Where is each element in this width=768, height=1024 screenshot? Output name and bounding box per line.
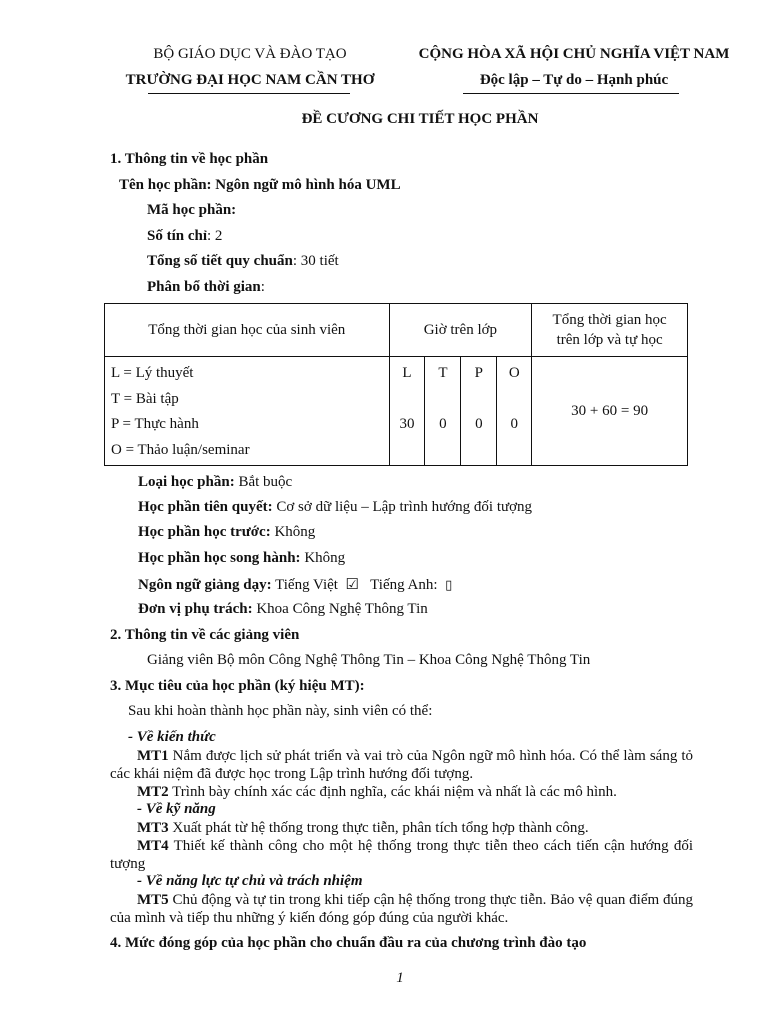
ministry-name: BỘ GIÁO DỤC VÀ ĐÀO TẠO bbox=[153, 46, 347, 62]
objective-code: MT4 bbox=[137, 838, 169, 854]
school-underline bbox=[148, 93, 350, 94]
page-number: 1 bbox=[396, 970, 404, 986]
objective-text: Thiết kế thành công cho một hệ thống trong thực tiễn theo cách tiến cận hướng đối tượng bbox=[110, 838, 693, 872]
objective-mt5 bbox=[110, 891, 693, 927]
parallel-course-row bbox=[138, 550, 345, 567]
document-title: ĐỀ CƯƠNG CHI TIẾT HỌC PHẦN bbox=[301, 111, 539, 127]
objective-text: Chủ động và tự tin trong khi tiếp cận hệ thống trong thực tiễn. Bảo vệ quan điểm đúng của mình và tiếp thu những ý kiến đóng góp đúng của người khác. bbox=[110, 892, 693, 926]
col-hours: 30 bbox=[399, 416, 415, 432]
objective-text: Xuất phát từ hệ thống trong thực tiễn, phân tích tổng hợp thành công. bbox=[168, 820, 589, 836]
department-row bbox=[138, 601, 428, 618]
country-name: CỘNG HÒA XÃ HỘI CHỦ NGHĨA VIỆT NAM bbox=[418, 46, 730, 62]
col-o bbox=[497, 357, 532, 466]
allocation-colon: : bbox=[260, 279, 265, 295]
header-student-time: Tổng thời gian học của sinh viên bbox=[105, 304, 390, 357]
prerequisite-label: Học phần tiên quyết: bbox=[138, 499, 273, 515]
credits-value: : 2 bbox=[207, 228, 223, 244]
objective-mt4 bbox=[110, 837, 693, 873]
header-total-line-2: trên lớp và tự học bbox=[556, 332, 663, 348]
col-letter: L bbox=[402, 365, 412, 381]
motto-underline bbox=[463, 93, 679, 94]
objective-mt2 bbox=[110, 783, 693, 801]
objective-text: Nắm được lịch sử phát triển và vai trò của Ngôn ngữ mô hình hóa. Có thể làm sáng tỏ các khái niệm đã được học trong Lập trình hướng đối tượng. bbox=[110, 748, 693, 782]
section-1-heading: 1. Thông tin về học phần bbox=[110, 151, 269, 167]
objective-mt1 bbox=[110, 747, 693, 783]
department-value: Khoa Công Nghệ Thông Tin bbox=[252, 601, 428, 617]
department-label: Đơn vị phụ trách: bbox=[138, 601, 253, 617]
language-row bbox=[138, 575, 452, 594]
course-name-value: Ngôn ngữ mô hình hóa UML bbox=[211, 177, 401, 193]
col-hours: 0 bbox=[439, 416, 447, 432]
previous-course-row bbox=[138, 524, 315, 541]
course-code-label: Mã học phần: bbox=[147, 202, 237, 218]
section-2-heading: 2. Thông tin về các giảng viên bbox=[110, 627, 300, 643]
col-letter: P bbox=[474, 365, 484, 381]
header-total-time bbox=[532, 304, 688, 357]
objectives-intro: Sau khi hoàn thành học phần này, sinh viên có thể: bbox=[128, 703, 433, 719]
checked-box-icon: ☑ bbox=[345, 577, 359, 593]
col-hours: 0 bbox=[510, 416, 519, 432]
hours-label: Tổng số tiết quy chuẩn bbox=[147, 253, 293, 269]
previous-course-value: Không bbox=[270, 524, 316, 540]
previous-course-label: Học phần học trước: bbox=[138, 524, 271, 540]
unchecked-box-icon: ▯ bbox=[445, 577, 453, 592]
col-hours: 0 bbox=[475, 416, 483, 432]
section-3-heading: 3. Mục tiêu của học phần (ký hiệu MT): bbox=[110, 678, 365, 694]
parallel-course-value: Không bbox=[300, 550, 346, 566]
prerequisite-value: Cơ sở dữ liệu – Lập trình hướng đối tượng bbox=[272, 499, 533, 515]
school-name: TRƯỜNG ĐẠI HỌC NAM CẦN THƠ bbox=[125, 72, 375, 88]
objective-code: MT5 bbox=[137, 892, 169, 908]
language-english: Tiếng Anh: bbox=[370, 577, 438, 593]
skills-heading: - Về kỹ năng bbox=[137, 801, 216, 817]
table-header-row bbox=[105, 304, 688, 357]
col-letter: T bbox=[438, 365, 448, 381]
legend-item: O = Thảo luận/seminar bbox=[111, 441, 250, 458]
section-4-heading: 4. Mức đóng góp của học phần cho chuẩn đầu ra của chương trình đào tạo bbox=[110, 935, 587, 951]
table-body-row bbox=[105, 357, 688, 466]
course-type-label: Loại học phần: bbox=[138, 474, 235, 490]
objective-code: MT3 bbox=[137, 820, 169, 836]
allocation-label: Phân bổ thời gian bbox=[147, 279, 261, 295]
allocation-row bbox=[147, 279, 265, 296]
language-label: Ngôn ngữ giảng dạy: bbox=[138, 577, 272, 593]
legend-item: T = Bài tập bbox=[111, 390, 179, 407]
col-l bbox=[389, 357, 425, 466]
col-p bbox=[461, 357, 497, 466]
lecturer-info: Giảng viên Bộ môn Công Nghệ Thông Tin – Khoa Công Nghệ Thông Tin bbox=[147, 652, 591, 668]
time-allocation-table bbox=[104, 303, 688, 466]
legend-item: L = Lý thuyết bbox=[111, 365, 194, 381]
col-t bbox=[425, 357, 461, 466]
national-motto: Độc lập – Tự do – Hạnh phúc bbox=[479, 72, 669, 88]
total-cell: 30 + 60 = 90 bbox=[532, 357, 688, 466]
language-vietnamese: Tiếng Việt bbox=[271, 577, 338, 593]
parallel-course-label: Học phần học song hành: bbox=[138, 550, 301, 566]
objective-code: MT1 bbox=[137, 748, 169, 764]
prerequisite-row bbox=[138, 499, 532, 516]
course-type-row bbox=[138, 474, 292, 491]
course-name-row bbox=[119, 177, 401, 194]
knowledge-heading: - Về kiến thức bbox=[128, 729, 216, 745]
header-total-line-1: Tổng thời gian học bbox=[552, 312, 667, 328]
legend-cell bbox=[105, 357, 390, 466]
credits-label: Số tín chỉ bbox=[147, 228, 208, 244]
credits-row bbox=[147, 228, 222, 245]
objective-text: Trình bày chính xác các định nghĩa, các khái niệm và nhất là các mô hình. bbox=[168, 784, 617, 800]
legend-item: P = Thực hành bbox=[111, 416, 199, 432]
header-class-hours: Giờ trên lớp bbox=[389, 304, 532, 357]
course-type-value: Bắt buộc bbox=[234, 474, 293, 490]
objective-mt3 bbox=[110, 819, 693, 837]
col-letter: O bbox=[508, 365, 520, 381]
hours-row bbox=[147, 253, 339, 270]
autonomy-heading: - Về năng lực tự chủ và trách nhiệm bbox=[137, 873, 363, 889]
objective-code: MT2 bbox=[137, 784, 169, 800]
hours-value: : 30 tiết bbox=[292, 253, 339, 269]
course-name-label: Tên học phần: bbox=[119, 177, 212, 193]
